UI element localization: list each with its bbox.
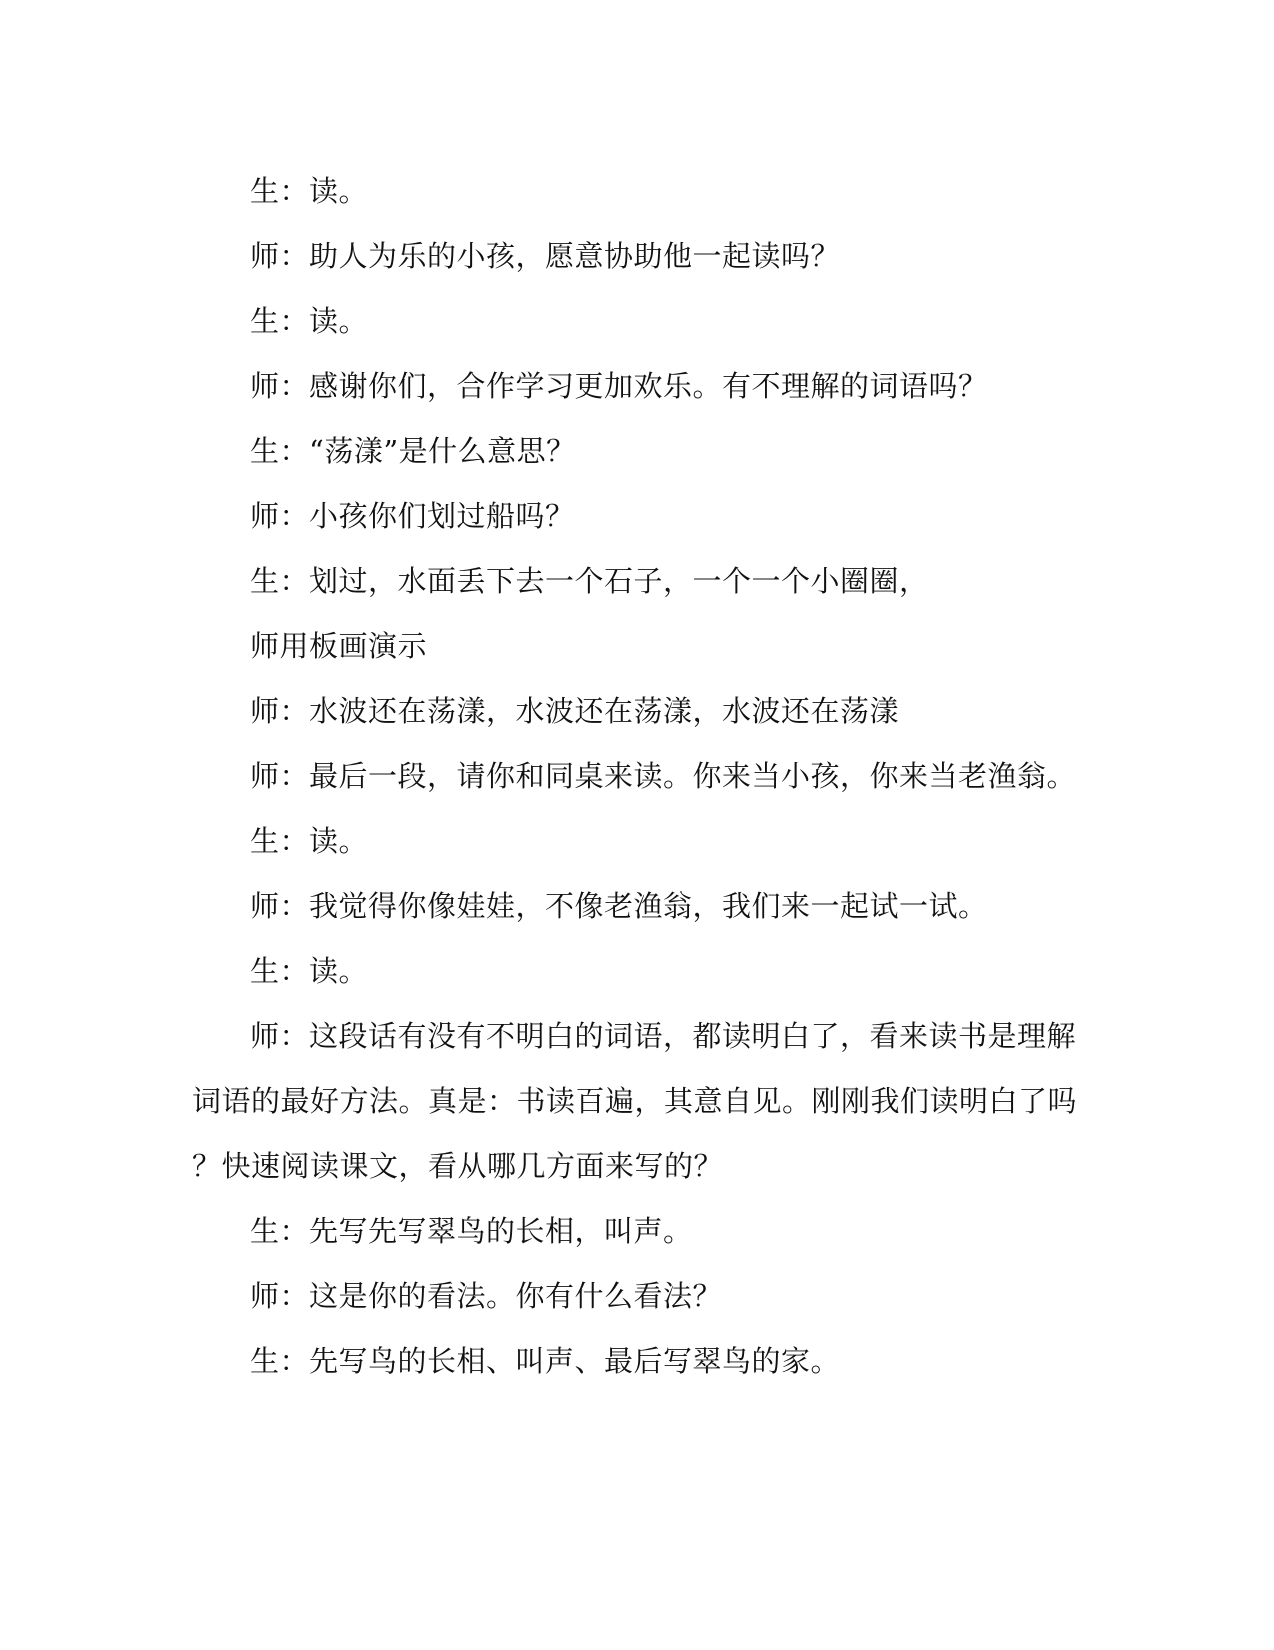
- text-line: 生：划过，水面丢下去一个石子，一个一个小圈圈，: [250, 564, 929, 598]
- text-line: 生：读。: [250, 954, 369, 988]
- text-line: 生：读。: [250, 174, 369, 208]
- text-line: ？快速阅读课文，看从哪几方面来写的？: [192, 1149, 724, 1183]
- text-line: 生：读。: [250, 824, 369, 858]
- text-line: 生：读。: [250, 304, 369, 338]
- text-line: 师：小孩你们划过船吗？: [250, 499, 575, 533]
- text-line: 师用板画演示: [250, 629, 428, 663]
- text-line: 师：水波还在荡漾，水波还在荡漾，水波还在荡漾: [250, 694, 900, 728]
- text-line: 生：先写鸟的长相、叫声、最后写翠鸟的家。: [250, 1344, 841, 1378]
- text-line: 词语的最好方法。真是：书读百遍，其意自见。刚刚我们读明白了吗: [192, 1084, 1078, 1118]
- text-line: 师：这是你的看法。你有什么看法？: [250, 1279, 723, 1313]
- text-line: 师：感谢你们，合作学习更加欢乐。有不理解的词语吗？: [250, 369, 988, 403]
- text-line: 生：先写先写翠鸟的长相，叫声。: [250, 1214, 693, 1248]
- text-line: 师：我觉得你像娃娃，不像老渔翁，我们来一起试一试。: [250, 889, 988, 923]
- text-line: 生：“荡漾”是什么意思？: [250, 434, 576, 468]
- text-line: 师：助人为乐的小孩，愿意协助他一起读吗？: [250, 239, 841, 273]
- text-line: 师：这段话有没有不明白的词语，都读明白了，看来读书是理解: [250, 1019, 1077, 1053]
- text-line: 师：最后一段，请你和同桌来读。你来当小孩，你来当老渔翁。: [250, 759, 1077, 793]
